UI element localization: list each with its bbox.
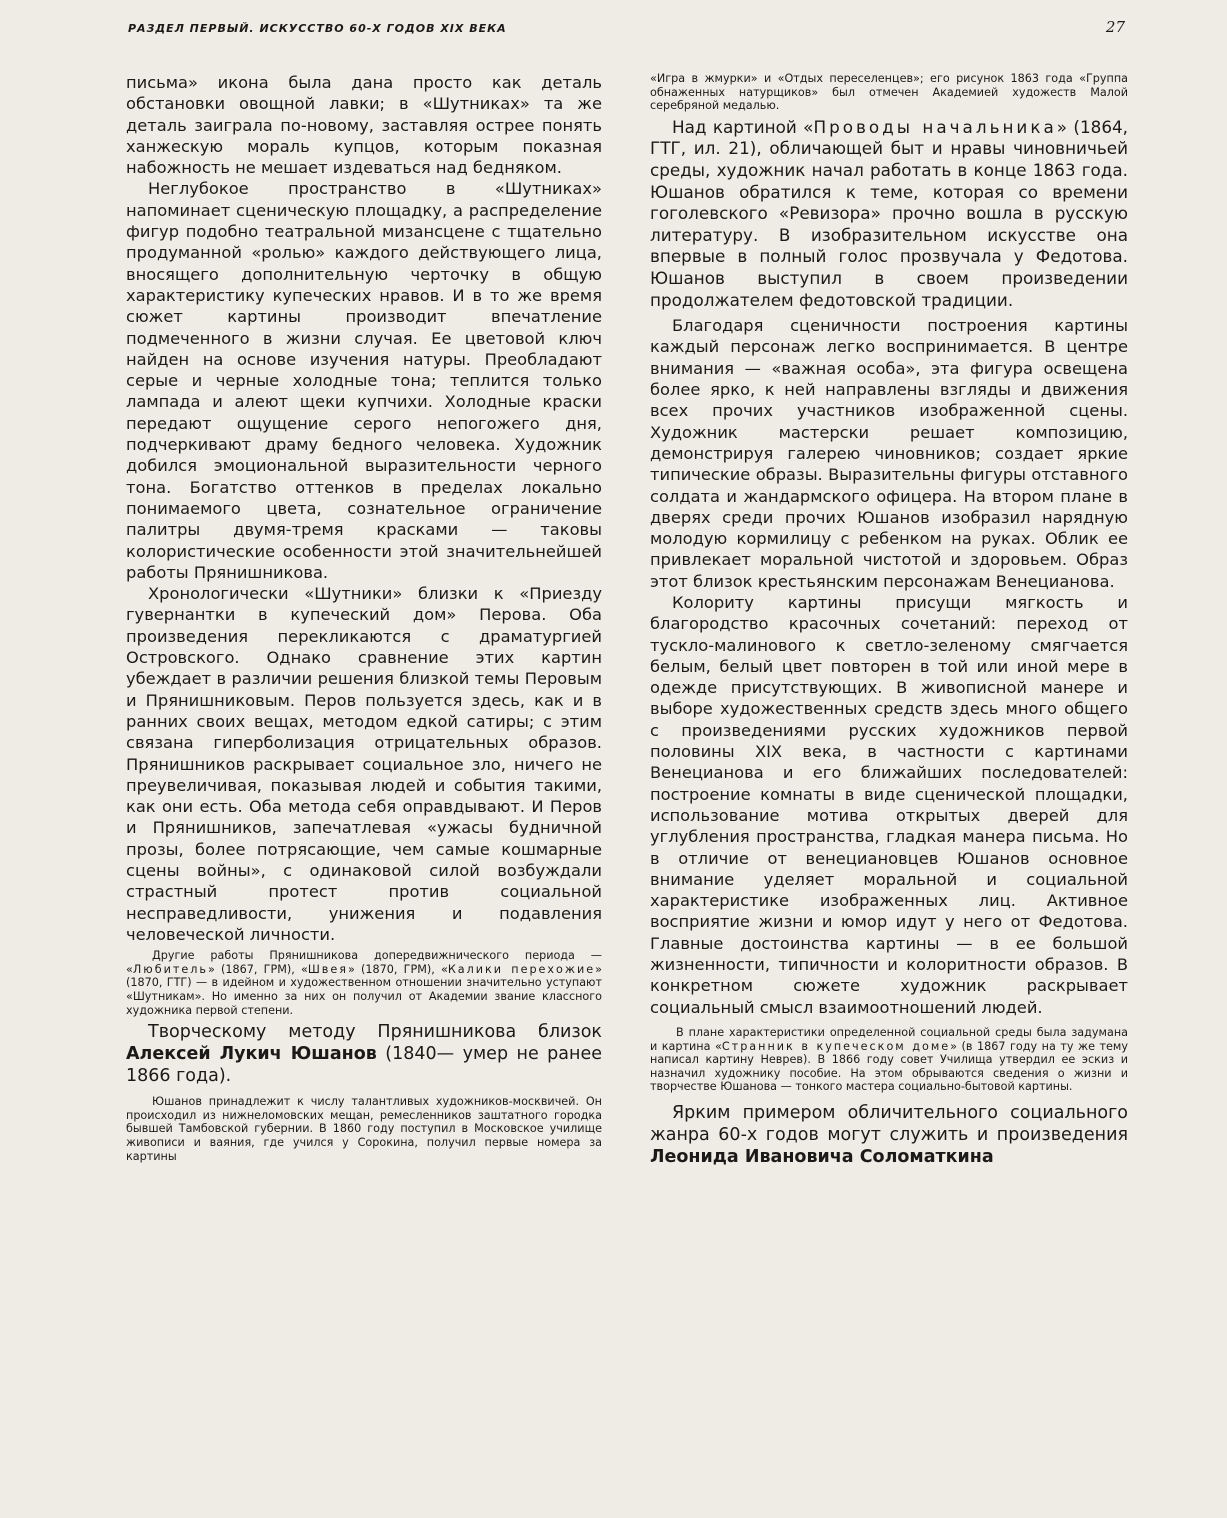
running-head: РАЗДЕЛ ПЕРВЫЙ. ИСКУССТВО 60-Х ГОДОВ XIX ВЕКА [128, 22, 507, 35]
paragraph [650, 117, 1128, 311]
note-text: Другие работы Прянишникова допередвижнического периода — « [126, 949, 602, 976]
note-text: » (1870, ГРМ), « [348, 962, 448, 976]
paragraph: Благодаря сценичности построения картины каждый персонаж легко воспринимается. В центре внимания — «важная особа», эта фигура освещена более ярко, к ней направлены взгляды и движения всех прочих участников изображенной сцены. Художник мастерски решает композицию, демонстрируя галерею чиновников; создает яркие типические образы. Выразительны фигуры отставного солдата и жандармского офицера. На втором плане в дверях среди прочих Юшанов изобразил нарядную молодую кормилицу с ребенком на руках. Облик ее привлекает моральной чистотой и здоровьем. Образ этот близок крестьянским персонажам Венецианова. [650, 316, 1128, 591]
note-text: » (в 1867 году на ту же тему написал картину Неврев). В 1866 году совет Училища утвердил ее эскиз и назначил художнику пособие. На этом обрываются сведения о жизни и творчестве Юшанова — тонкого мастера социально-бытовой картины. [650, 1039, 1128, 1094]
lead-text: Над картиной « [672, 116, 814, 137]
page-number: 27 [1105, 18, 1125, 36]
left-column [126, 72, 602, 1167]
artist-intro [126, 1021, 602, 1087]
note-text: В плане характеристики определенной социальной среды была задумана и картина « [650, 1025, 1128, 1053]
paragraph: Неглубокое пространство в «Шутниках» напоминает сценическую площадку, а распределение фигур подобно театральной мизансцене с тщательно продуманной «ролью» каждого действующего лица, вносящего дополнительную черточку в общую характеристику купеческих нравов. И в то же время сюжет картины производит впечатление подмеченного в жизни случая. Ее цветовой ключ найден на основе изучения натуры. Преобладают серые и черные холодные тона; теплится только лампада и алеют щеки купчихи. Холодные краски передают ощущение серого непогожего дня, подчеркивают драму бедного человека. Художник добился эмоциональной выразительности черного тона. Богатство оттенков в пределах локально понимаемого цвета, сознательное ограничение палитры двумя-тремя красками — таковы колористические особенности этой значительнейшей работы Прянишникова. [126, 179, 602, 582]
artist-intro [650, 1102, 1128, 1168]
paragraph: письма» икона была дана просто как деталь обстановки овощной лавки; в «Шутниках» та же деталь заиграла по-новому, заставляя острее понять ханжескую мораль купцов, которым показная набожность не мешает издеваться над бедняком. [126, 73, 602, 178]
footnote [126, 949, 602, 1017]
footnote [650, 1026, 1128, 1094]
paragraph: Колориту картины присущи мягкость и благородство красочных сочетаний: переход от тускло-малинового к светло-зеленому смягчается белым, белый цвет повторен в той или иной мере в одежде присутствующих. В живописной манере и выборе художественных средств здесь много общего с произведениями русских художников первой половины XIX века, в частности с картинами Венецианова и его ближайших последователей: построение комнаты в виде сценической площадки, использование мотива открытых дверей для углубления пространства, гладкая манера письма. Но в отличие от венециановцев Юшанов основное внимание уделяет моральной и социальной характеристике изображенных лиц. Активное восприятие жизни и юмор идут у него от Федотова. Главные достоинства картины — в ее большой жизненности, типичности и колоритности образов. В конкретном сюжете художник раскрывает социальный смысл взаимоотношений людей. [650, 592, 1128, 1017]
artist-name: Леонида Ивановича Соломаткина [650, 1146, 994, 1167]
right-column [650, 72, 1128, 1168]
note-text: » (1867, ГРМ), « [208, 962, 308, 976]
note-text: » (1870, ГТГ) — в идейном и художественном отношении значительно уступают «Шутникам». Но именно за них он получил от Академии звание классного художника первой степени. [126, 962, 602, 1017]
artwork-title: Странник в купеческом доме [721, 1039, 951, 1053]
footnote: Юшанов принадлежит к числу талантливых художников-москвичей. Он происходил из нижнеломовских мещан, ремесленников заштатного городка бывшей Тамбовской губернии. В 1860 году поступил в Московское училище живописи и ваяния, где учился у Сорокина, получил первые номера за картины [126, 1095, 602, 1163]
lead-text: (1840— умер не ранее 1866 года). [126, 1044, 602, 1087]
lead-text: Творческому методу Прянишникова близок [148, 1022, 602, 1043]
lead-text: » (1864, ГТГ, ил. 21), обличающей быт и нравы чиновничьей среды, художник начал работать в конце 1863 года. Юшанов обратился к теме, которая со времени гоголевского «Ревизора» прочно вошла в русскую литературу. В изобразительном искусстве она впервые в полный голос прозвучала у Федотова. Юшанов выступил в своем произведении продолжателем федотовской традиции. [650, 116, 1129, 310]
footnote-continued: «Игра в жмурки» и «Отдых переселенцев»; его рисунок 1863 года «Группа обнаженных натурщиков» был отмечен Академией художеств Малой серебряной медалью. [650, 72, 1128, 113]
artwork-title: Калики перехожие [447, 962, 596, 976]
artwork-title: Любитель [132, 962, 209, 976]
artwork-title: Швея [307, 962, 348, 976]
artwork-title: Проводы начальника [813, 116, 1057, 137]
lead-text: Ярким примером обличительного социального жанра 60-х годов могут служить и произведения [650, 1102, 1128, 1145]
paragraph: Хронологически «Шутники» близки к «Приезду гувернантки в купеческий дом» Перова. Оба произведения перекликаются с драматургией Островского. Однако сравнение этих картин убеждает в различии решения близкой темы Перовым и Прянишниковым. Перов пользуется здесь, как и в ранних своих вещах, методом едкой сатиры; с этим связана гиперболизация отрицательных образов. Прянишников раскрывает социальное зло, ничего не преувеличивая, показывая людей и события такими, как они есть. Оба метода себя оправдывают. И Перов и Прянишников, запечатлевая «ужасы будничной прозы, более потрясающие, чем самые кошмарные сцены войны», с одинаковой силой возбуждали страстный протест против социальной несправедливости, унижения и подавления человеческой личности. [126, 584, 602, 944]
artist-name: Алексей Лукич Юшанов [126, 1044, 377, 1065]
